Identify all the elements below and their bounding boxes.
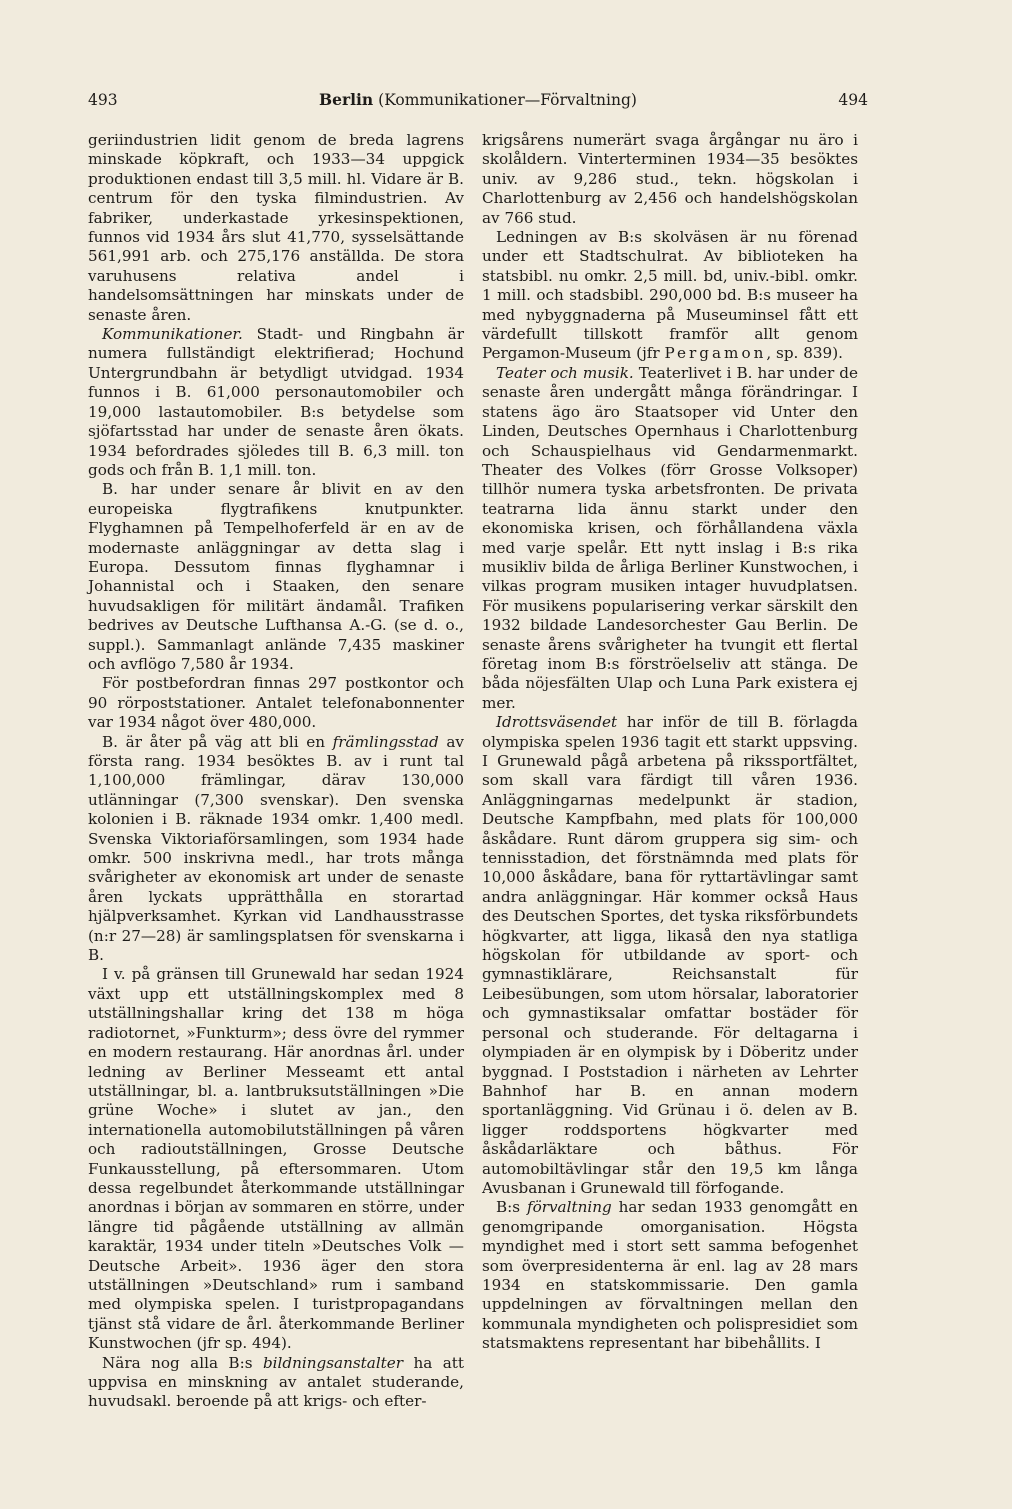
paragraph-bildningsanstalter: Nära nog alla B:s bildningsanstalter ha att uppvisa en minskning av antalet studerande, huvudsakl. beroende på att krigs- och efter- [88, 1353, 464, 1411]
paragraph: B. har under senare år blivit en av den europeiska flygtrafikens knutpunkter. Flyghamnen på Tempelhoferfeld är en av de modernaste anläggningar av detta slag i Europa. Dessutom finnas flyghamnar i Johannistal och i Staaken, den senare huvudsakligen för militärt ändamål. Trafiken bedrives av Deutsche Lufthansa A.-G. (se d. o., suppl.). Sammanlagt anlände 7,435 maskiner och avflögo 7,580 år 1934. [88, 480, 464, 673]
section-label: Kommunikationer. [102, 325, 243, 344]
running-title-bold: Berlin [319, 90, 374, 109]
section-label: förvaltning [526, 1198, 612, 1217]
paragraph-teater: Teater och musik. Teaterlivet i B. har under de senaste åren undergått många förändringar. I statens ägo äro Staatsoper vid Unter den Linden, Deutsches Opernhaus i Charlottenburg och Schauspielhaus vid Gendarmenmarkt. Theater des Volkes (förr Grosse Volksoper) tillhör numera tyska arbetsfronten. De privata teatrarna lida ännu starkt under den ekonomiska krisen, och förhållandena växla med varje spelår. Ett nytt inslag i B:s rika musikliv bilda de årliga Berliner Kunstwochen, i vilkas program musiken intager huvudplatsen. För musikens popularisering verkar särskilt den 1932 bildade Landesorchester Gau Berlin. De senaste årens svårigheter ha tvungit ett flertal företag inom B:s förströelseliv att stänga. De båda nöjesfälten Ulap och Luna Park existera ej mer. [482, 363, 858, 712]
page-number-right: 494 [838, 91, 868, 109]
paragraph-kommunikationer: Kommunikationer. Stadt- und Ringbahn är numera fullständigt elektrifierad; Hochund Untergrundbahn är betydligt utvidgad. 1934 funnos i B. 61,000 personautomobiler och 19,000 lastautomobiler. B:s betydelse som sjöfartsstad har under de senaste åren ökats. 1934 befordrades sjöledes till B. 6,3 mill. ton gods och från B. 1,1 mill. ton. [88, 325, 464, 479]
cross-reference: Pergamon [664, 344, 767, 363]
section-label: Idrottsväsendet [496, 713, 618, 732]
paragraph: Ledningen av B:s skolväsen är nu förenad under ett Stadtschulrat. Av biblioteken ha statsbibl. nu omkr. 2,5 mill. bd, univ.-bibl. omkr. 1 mill. och stadsbibl. 290,000 bd. B:s museer ha med nybyggnaderna på Museuminsel fått ett värdefullt tillskott framför allt genom Pergamon-Museum (jfr Pergamon, sp. 839). [482, 228, 858, 363]
paragraph-framlingsstad: B. är åter på väg att bli en främlingsstad av första rang. 1934 besöktes B. av i runt tal 1,100,000 främlingar, därav 130,000 utlänningar (7,300 svenskar). Den svenska kolonien i B. räknade 1934 omkr. 1,400 medl. Svenska Viktoriaförsamlingen, som 1934 hade omkr. 500 inskrivna medl., har trots många svårigheter av ekonomisk art under de senaste åren lyckats upprätthålla en storartad hjälpverksamhet. Kyrkan vid Landhausstrasse (n:r 27—28) är samlingsplatsen för svenskarna i B. [88, 732, 464, 965]
paragraph: krigsårens numerärt svaga årgångar nu äro i skolåldern. Vinterterminen 1934—35 besöktes univ. av 9,286 stud., tekn. högskolan i Charlottenburg av 2,456 och handelshögskolan av 766 stud. [482, 131, 858, 227]
running-title [118, 90, 839, 109]
paragraph-idrott: Idrottsväsendet har inför de till B. förlagda olympiska spelen 1936 tagit ett starkt uppsving. I Grunewald pågå arbetena på rikssportfältet, som skall vara färdigt till våren 1936. Anläggningarnas medelpunkt är stadion, Deutsche Kampfbahn, med plats för 100,000 åskådare. Runt därom gruppera sig sim- och tennisstadion, det förstnämnda med plats för 10,000 åskådare, bana för ryttartävlingar samt andra anläggningar. Här kommer också Haus des Deutschen Sportes, det tyska riksförbundets högkvarter, att ligga, likaså den nya statliga högskolan för utbildande av sport- och gymnastiklärare, Reichsanstalt für Leibesübungen, som utom hörsalar, laboratorier och gymnastiksalar omfattar bostäder för personal och studerande. För deltagarna i olympiaden är en olympisk by i Döberitz under byggnad. I Poststadion i närheten av Lehrter Bahnhof har B. en annan modern sportanläggning. Vid Grünau i ö. delen av B. ligger roddsportens högkvarter med åskådarläktare och båthus. För automobiltävlingar står den 19,5 km långa Avusbanan i Grunewald till förfogande. [482, 713, 858, 1197]
left-column [88, 131, 464, 1412]
page-number-left: 493 [88, 91, 118, 109]
paragraph-forvaltning: B:s förvaltning har sedan 1933 genomgått en genomgripande omorganisation. Högsta myndighet med i stort sett samma befogenhet som överpresidenterna är enl. lag av 28 mars 1934 en statskommissarie. Den gamla uppdelningen av förvaltningen mellan den kommunala myndigheten och polispresidiet som statsmaktens representant har bibehållits. I [482, 1198, 858, 1353]
paragraph: För postbefordran finnas 297 postkontor och 90 rörpoststationer. Antalet telefonabonnenter var 1934 något över 480,000. [88, 674, 464, 732]
section-label: Teater och musik. [496, 363, 634, 382]
section-label: främlingsstad [332, 732, 439, 751]
paragraph: geriindustrien lidit genom de breda lagrens minskade köpkraft, och 1933—34 uppgick produktionen endast till 3,5 mill. hl. Vidare är B. centrum för den tyska filmindustrien. Av fabriker, underkastade yrkesinspektionen, funnos vid 1934 års slut 41,770, sysselsättande 561,991 arb. och 275,176 anställda. De stora varuhusens relativa andel i handelsomsättningen har minskats under de senaste åren. [88, 131, 464, 324]
paragraph: I v. på gränsen till Grunewald har sedan 1924 växt upp ett utställningskomplex med 8 utställningshallar kring det 138 m höga radiotornet, »Funkturm»; dess övre del rymmer en modern restaurang. Här anordnas årl. under ledning av Berliner Messeamt ett antal utställningar, bl. a. lantbruksutställningen »Die grüne Woche» i slutet av jan., den internationella automobilutställningen på våren och radioutställningen, Grosse Deutsche Funkausstellung, på eftersommaren. Utom dessa regelbundet återkommande utställningar anordnas i början av sommaren en större, under längre tid pågående utställning av allmän karaktär, 1934 under titeln »Deutsches Volk — Deutsche Arbeit». 1936 äger den stora utställningen »Deutschland» rum i samband med olympiska spelen. I turistpropagandans tjänst stå vidare de årl. återkommande Berliner Kunstwochen (jfr sp. 494). [88, 965, 464, 1353]
running-title-rest: (Kommunikationer—Förvaltning) [373, 91, 637, 109]
section-label: bildningsanstalter [262, 1353, 404, 1372]
page-header [88, 90, 868, 116]
right-column [482, 131, 858, 1354]
